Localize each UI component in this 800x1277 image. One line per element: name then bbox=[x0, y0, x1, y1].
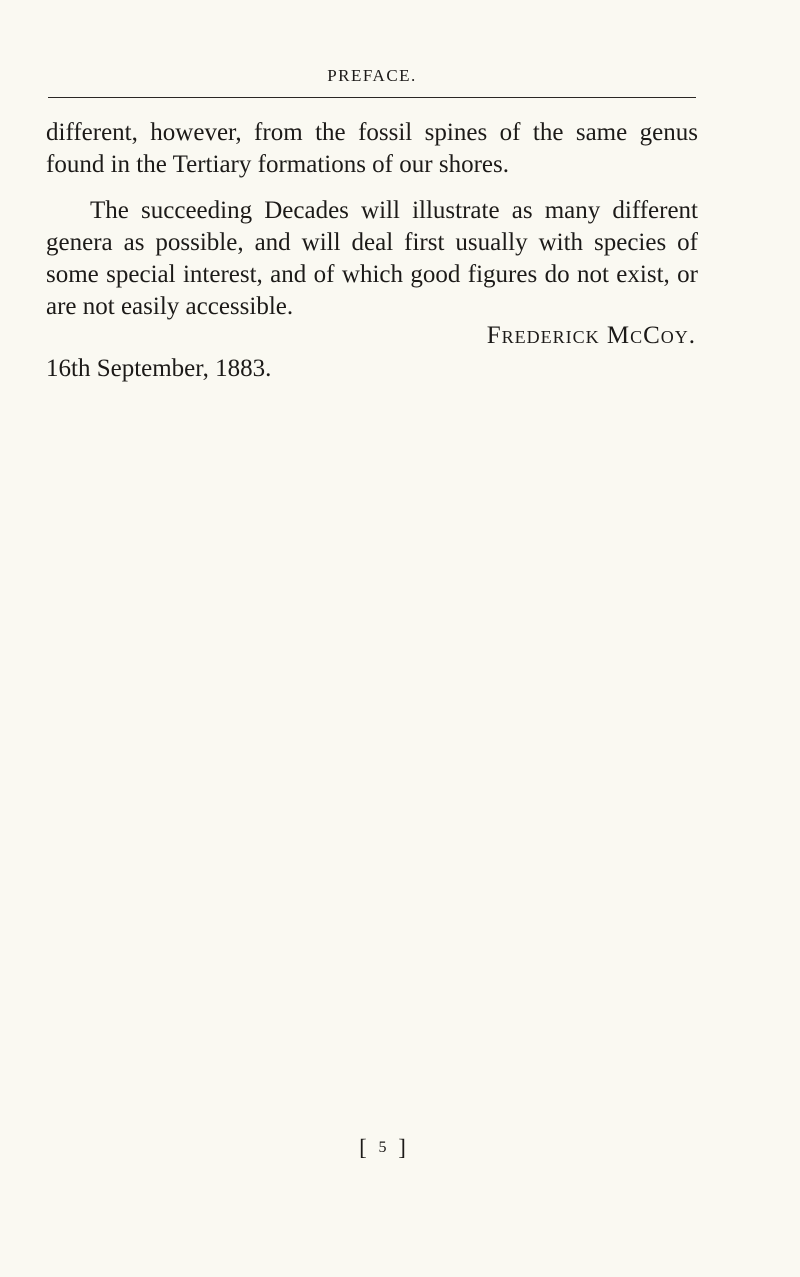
header-rule bbox=[48, 97, 696, 98]
dateline: 16th September, 1883. bbox=[46, 355, 272, 382]
paragraph-succeeding-decades: The succeeding Decades will illustrate as many different genera as possible, and will deal first usually with species of some special interest, and of which good figures do not exist, or are not easily accessible. bbox=[46, 197, 698, 320]
body-text bbox=[46, 117, 698, 323]
running-head: PREFACE. bbox=[327, 66, 417, 85]
author-signature: Frederick McCoy. bbox=[486, 322, 696, 349]
page-number-close-bracket: ] bbox=[398, 1135, 409, 1160]
paragraph-continuation: different, however, from the fossil spines of the same genus found in the Tertiary formations of our shores. bbox=[46, 119, 698, 178]
page-number-value: 5 bbox=[378, 1139, 390, 1156]
page-number-open-bracket: [ bbox=[359, 1135, 370, 1160]
page-number bbox=[0, 1135, 768, 1161]
